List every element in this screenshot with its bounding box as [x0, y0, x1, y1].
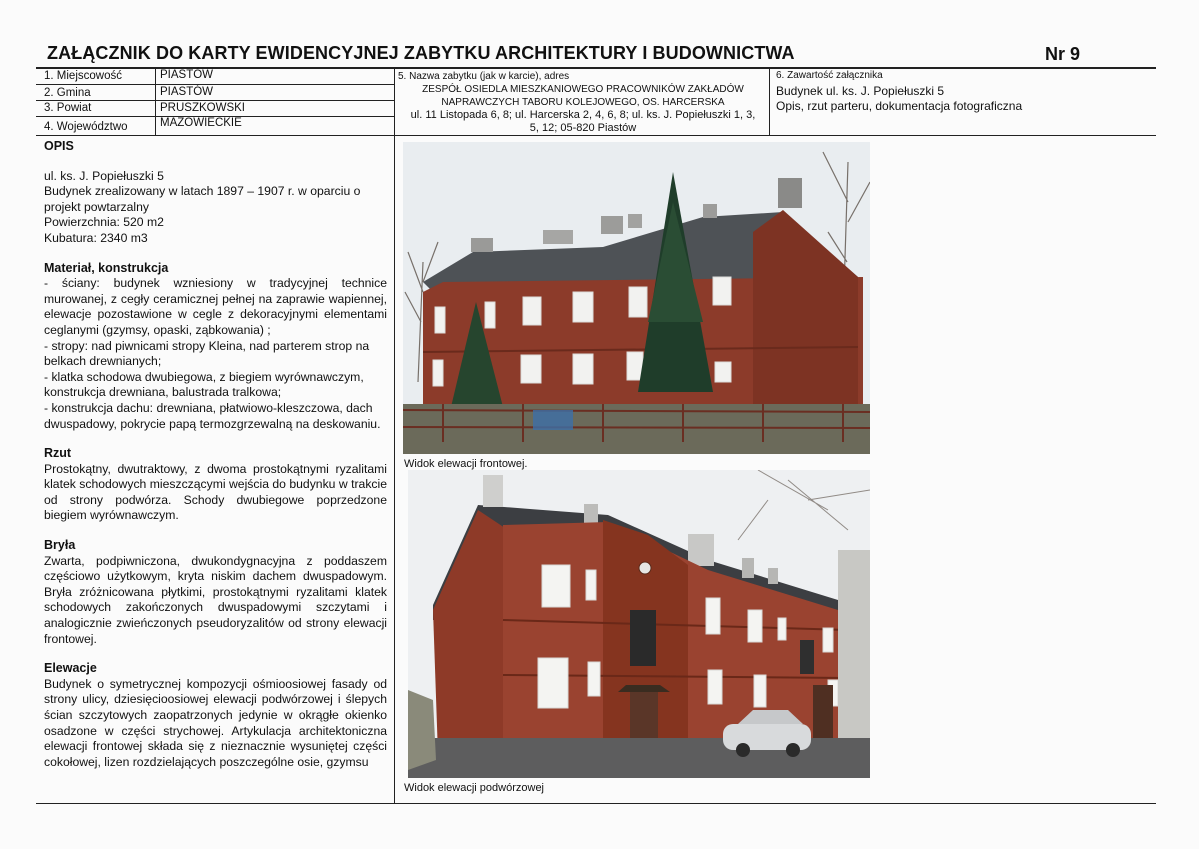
monument-cell [398, 70, 768, 135]
label-divider [155, 67, 156, 136]
contents-label: 6. Zawartość załącznika [776, 70, 883, 81]
bryla-text: Zwarta, podpiwniczona, dwukondygnacyjna z poddaszem częściowo użytkowym, kryta niskim dachem dwuspadowym. Bryła zróżnicowana płytkimi, prostokątnymi ryzalitami klatek schodowych zakończonych dwuspadowymi szczytami i analogicznie zwieńczonych pseudoryzalitów od strony elewacji frontowej. [44, 553, 387, 646]
monument-address-line1: ul. 11 Listopada 6, 8; ul. Harcerska 2, 4, 6, 8; ul. ks. J. Popiełuszki 1, 3, [410, 109, 756, 121]
row-line-1 [36, 84, 394, 85]
material-line-3: - klatka schodowa dwubiegowa, z biegiem wyrównawczym, konstrukcja drewniana, balustrada tralkowa; [44, 369, 364, 400]
description-column [44, 139, 387, 770]
opis-line-2: Budynek zrealizowany w latach 1897 – 1907 r. w oparciu o projekt powtarzalny [44, 184, 361, 214]
elewacje-text: Budynek o symetrycznej kompozycji ośmioosiowej fasady od strony ulicy, dziesięcioosiowej elewacji podwórzowej i ślepych ścian szczytowych zaopatrzonych jedynie w okrągłe okienko osadzone w części strychowej. Artykulacja architektoniczna elewacji frontowej składa się z nieznacznie wysuniętej części cokołowej, lizen rozdzielających poszczególne osie, gzymsu [44, 676, 387, 769]
contents-cell [776, 70, 1156, 114]
row-line-2 [36, 100, 394, 101]
contents-line2: Opis, rzut parteru, dokumentacja fotograficzna [776, 99, 1023, 113]
opis-line-3: Powierzchnia: 520 m2 [44, 215, 164, 230]
location-value-1: PIASTÓW [160, 69, 214, 81]
monument-name-line1: ZESPÓŁ OSIEDLA MIESZKANIOWEGO PRACOWNIKÓW ZAKŁADÓW [422, 84, 744, 95]
location-label-2: 2. Gmina [44, 87, 91, 99]
opis-line-4: Kubatura: 2340 m3 [44, 230, 148, 245]
material-line-4: - konstrukcja dachu: drewniana, płatwiowo-kleszczowa, dach dwuspadowy, pokrycie papą termozgrzewalną na deskowaniu. [44, 400, 381, 431]
document-number: Nr 9 [1045, 44, 1081, 64]
location-value-2: PIASTÓW [160, 86, 214, 98]
table-divider-2 [769, 67, 770, 136]
monument-label: 5. Nazwa zabytku (jak w karcie), adres [398, 71, 570, 82]
location-value-4: MAZOWIECKIE [160, 117, 242, 129]
yard-elevation-caption: Widok elewacji podwórzowej [404, 782, 545, 794]
location-value-3: PRUSZKOWSKI [160, 102, 245, 114]
opis-heading: OPIS [44, 139, 74, 153]
front-elevation-caption: Widok elewacji frontowej. [404, 458, 528, 470]
document-title: ZAŁĄCZNIK DO KARTY EWIDENCYJNEJ ZABYTKU ARCHITEKTURY I BUDOWNICTWA [47, 43, 795, 63]
location-label-1: 1. Miejscowość [44, 70, 122, 82]
page-bottom-line [36, 803, 1156, 804]
location-label-3: 3. Powiat [44, 102, 92, 114]
rzut-text: Prostokątny, dwutraktowy, z dwoma prostokątnymi ryzalitami klatek schodowych mieszczącymi wejścia do budynku w trakcie od strony podwórza. Schody dwubiegowe poprzedzone biegiem wyrównawczym. [44, 461, 387, 523]
front-elevation-photo [403, 142, 870, 454]
elewacje-heading: Elewacje [44, 661, 97, 676]
contents-line1: Budynek ul. ks. J. Popiełuszki 5 [776, 84, 945, 98]
table-bottom-line [36, 135, 1156, 136]
material-line-2: - stropy: nad piwnicami stropy Kleina, nad parterem strop na belkach drewnianych; [44, 338, 370, 369]
rzut-heading: Rzut [44, 446, 72, 461]
material-heading: Materiał, konstrukcja [44, 260, 169, 275]
location-label-4: 4. Województwo [44, 121, 128, 133]
bryla-heading: Bryła [44, 538, 76, 553]
table-divider-1 [394, 67, 395, 803]
opis-line-1: ul. ks. J. Popiełuszki 5 [44, 168, 164, 183]
material-line-1: - ściany: budynek wzniesiony w tradycyjnej technice murowanej, z cegły ceramicznej pełnej na zaprawie wapiennej, elewacje pozostawione w cegle z dekoracyjnymi elementami ceglanymi (gzymsy, opaski, ząbkowania) ; [44, 276, 387, 337]
monument-name-line2: NAPRAWCZYCH TABORU KOLEJOWEGO, OS. HARCERSKA [441, 97, 725, 108]
monument-address-line2: 5, 12; 05-820 Piastów [529, 122, 637, 134]
yard-elevation-photo [408, 470, 870, 778]
